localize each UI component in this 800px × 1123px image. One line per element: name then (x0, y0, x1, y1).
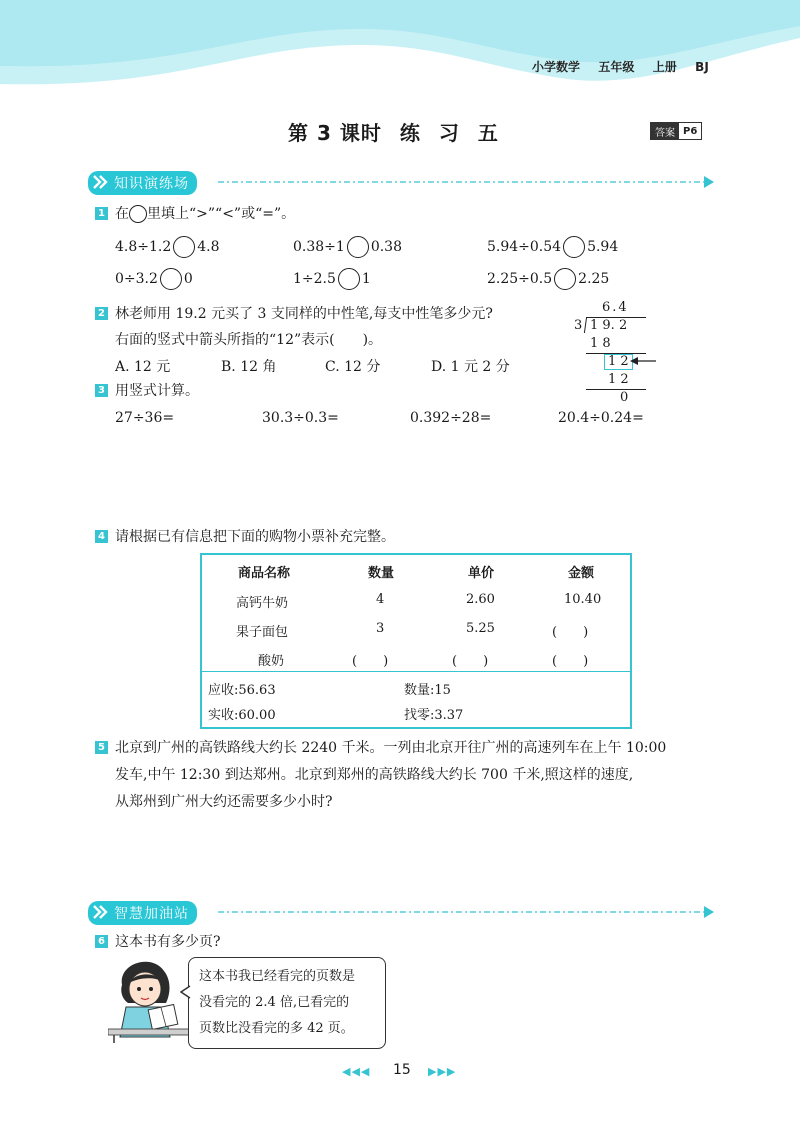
receipt-row-2-amount[interactable]: ( ) (552, 625, 589, 640)
q1-prompt-pre: 在 (115, 206, 129, 222)
double-chevron-icon (92, 904, 110, 920)
question-2-badge: 2 (95, 307, 108, 320)
receipt-header-qty: 数量 (368, 566, 395, 581)
title-char-1: 练 (399, 121, 421, 145)
division-divisor: 3 (574, 318, 583, 333)
answer-circle[interactable] (347, 236, 369, 258)
header-wave (0, 0, 800, 95)
answer-circle[interactable] (338, 268, 360, 290)
division-sub-2: 1 2 (608, 372, 629, 387)
question-1-prompt (115, 203, 295, 223)
page-number: 15 (393, 1062, 411, 1078)
question-2-text-1: 林老师用 19.2 元买了 3 支同样的中性笔,每支中性笔多少元? (115, 306, 493, 322)
receipt-change: 找零:3.37 (404, 708, 464, 723)
q3-item-1: 27÷36= (115, 410, 175, 426)
question-5-badge: 5 (95, 741, 108, 754)
q3-item-2: 30.3÷0.3= (262, 410, 339, 426)
girl-reading-illustration (108, 955, 190, 1043)
question-2-text-2: 右面的竖式中箭头所指的“12”表示( )。 (115, 332, 383, 348)
question-1-badge: 1 (95, 207, 108, 220)
arrow-left-icon (630, 355, 658, 367)
receipt-row-3-qty[interactable]: ( ) (352, 654, 389, 669)
division-rem-1: 1 2 (604, 354, 633, 370)
division-dividend: 1 9. 2 (590, 318, 628, 333)
q1-item-1: 4.8÷1.2 4.8 (115, 236, 220, 258)
q1-prompt-post: 里填上“>”“<”或“=”。 (147, 206, 296, 222)
q3-item-4: 20.4÷0.24= (558, 410, 644, 426)
double-chevron-icon (92, 174, 110, 190)
receipt-row-1-name: 高钙牛奶 (236, 596, 289, 611)
q2-option-c[interactable]: C. 12 分 (325, 359, 381, 375)
division-quotient: 6.4 (602, 300, 629, 315)
q3-item-3: 0.392÷28= (410, 410, 492, 426)
shopping-receipt (200, 553, 632, 729)
next-page-arrows[interactable]: ▶▶▶ (428, 1065, 457, 1078)
receipt-row-1-qty: 4 (376, 592, 385, 607)
bubble-line-3: 页数比没看完的多 42 页。 (199, 1021, 354, 1036)
section-practice-label: 知识演练场 (88, 171, 197, 195)
receipt-header-amount: 金额 (568, 566, 595, 581)
receipt-header-name: 商品名称 (238, 566, 291, 581)
answer-badge[interactable] (650, 122, 702, 140)
receipt-row-3-name: 酸奶 (258, 654, 285, 669)
header-grade: 五年级 (598, 60, 635, 74)
prev-page-arrows[interactable]: ◀◀◀ (342, 1065, 371, 1078)
header-edition: BJ (695, 60, 709, 74)
receipt-row-1-amount: 10.40 (564, 592, 602, 607)
receipt-row-3-amount[interactable]: ( ) (552, 654, 589, 669)
question-3-badge: 3 (95, 384, 108, 397)
receipt-receivable: 应收:56.63 (208, 683, 276, 698)
header-volume: 上册 (652, 60, 677, 74)
section-practice (88, 171, 718, 193)
question-5-line-1: 北京到广州的高铁路线大约长 2240 千米。一列由北京开往广州的高速列车在上午 10:00 (115, 740, 667, 756)
division-rem-2: 0 (620, 390, 629, 405)
answer-label: 答案 (651, 123, 679, 139)
question-6-prompt: 这本书有多少页? (115, 934, 221, 950)
receipt-divider (202, 671, 630, 672)
q1-item-2: 0.38÷1 0.38 (293, 236, 402, 258)
answer-circle[interactable] (173, 236, 195, 258)
title-char-3: 五 (477, 121, 499, 145)
division-sub-1: 1 8 (590, 336, 611, 351)
bubble-line-2: 没看完的 2.4 倍,已看完的 (199, 995, 350, 1010)
answer-circle[interactable] (554, 268, 576, 290)
receipt-row-3-price[interactable]: ( ) (452, 654, 489, 669)
receipt-header-price: 单价 (468, 566, 495, 581)
receipt-row-2-qty: 3 (376, 621, 385, 636)
question-3-prompt: 用竖式计算。 (115, 383, 199, 399)
receipt-row-1-price: 2.60 (466, 592, 495, 607)
header-info (532, 58, 709, 75)
question-6-badge: 6 (95, 935, 108, 948)
section-challenge (88, 901, 718, 923)
question-4-prompt: 请根据已有信息把下面的购物小票补充完整。 (115, 529, 395, 545)
q2-option-b[interactable]: B. 12 角 (221, 359, 277, 375)
answer-circle[interactable] (563, 236, 585, 258)
page-title (288, 117, 499, 146)
q1-item-6: 2.25÷0.5 2.25 (487, 268, 609, 290)
receipt-paid: 实收:60.00 (208, 708, 276, 723)
bubble-line-1: 这本书我已经看完的页数是 (199, 969, 356, 984)
receipt-quantity: 数量:15 (404, 683, 451, 698)
q1-item-5: 1÷2.5 1 (293, 268, 371, 290)
answer-page: P6 (679, 123, 701, 139)
q1-item-3: 5.94÷0.54 5.94 (487, 236, 618, 258)
bubble-tail-icon (180, 985, 192, 999)
section-challenge-label: 智慧加油站 (88, 901, 197, 925)
receipt-row-2-price: 5.25 (466, 621, 495, 636)
question-5-line-3: 从郑州到广州大约还需要多少小时? (115, 794, 333, 810)
question-5-line-2: 发车,中午 12:30 到达郑州。北京到郑州的高铁路线大约长 700 千米,照这样的速度, (115, 767, 634, 783)
answer-circle-icon (129, 205, 147, 223)
title-lesson: 第 3 课时 (288, 121, 382, 145)
question-4-badge: 4 (95, 530, 108, 543)
q2-option-a[interactable]: A. 12 元 (115, 359, 171, 375)
speech-bubble (188, 957, 386, 1049)
q2-option-d[interactable]: D. 1 元 2 分 (431, 359, 510, 375)
title-char-2: 习 (438, 121, 460, 145)
answer-circle[interactable] (160, 268, 182, 290)
q1-item-4: 0÷3.2 0 (115, 268, 193, 290)
header-subject: 小学数学 (532, 60, 581, 74)
receipt-row-2-name: 果子面包 (236, 625, 289, 640)
long-division (568, 300, 658, 408)
